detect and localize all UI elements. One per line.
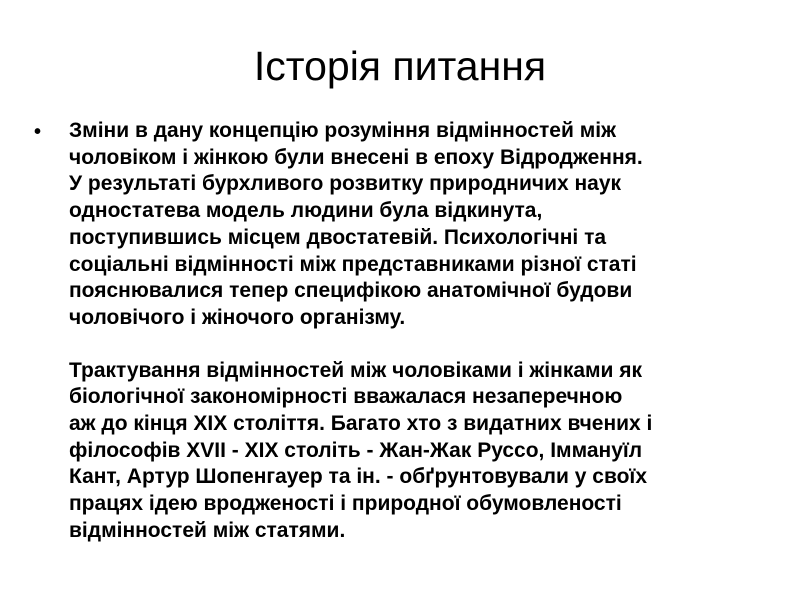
paragraph-biological-view: Трактування відмінностей між чоловіками і жінками як біологічної закономірності вважалася незаперечною аж до кінця XIX століття. Багато хто з видатних вчених і філософів XVII - XIX століть - Жан-Жак Руссо, Іммануїл Кант, Артур Шопенгауер та ін. - обґрунтовували у своїх працях ідею вродженості і природної обумовленості відмінностей між статями. bbox=[69, 358, 653, 542]
slide-body bbox=[34, 118, 774, 545]
bullet-icon: • bbox=[34, 121, 42, 143]
paragraph-renaissance: Зміни в дану концепцію розуміння відмінностей між чоловіком і жінкою були внесені в епоху Відродження. У результаті бурхливого розвитку природничих наук одностатева модель людини була відкинута, поступившись місцем двостатевій. Психологічні та соціальні відмінності між представниками різної статі пояснювалися тепер специфікою анатомічної будови чоловічого і жіночого організму. bbox=[69, 119, 643, 329]
slide-title: Історія питання bbox=[253, 43, 547, 89]
bullet-item bbox=[34, 118, 774, 545]
